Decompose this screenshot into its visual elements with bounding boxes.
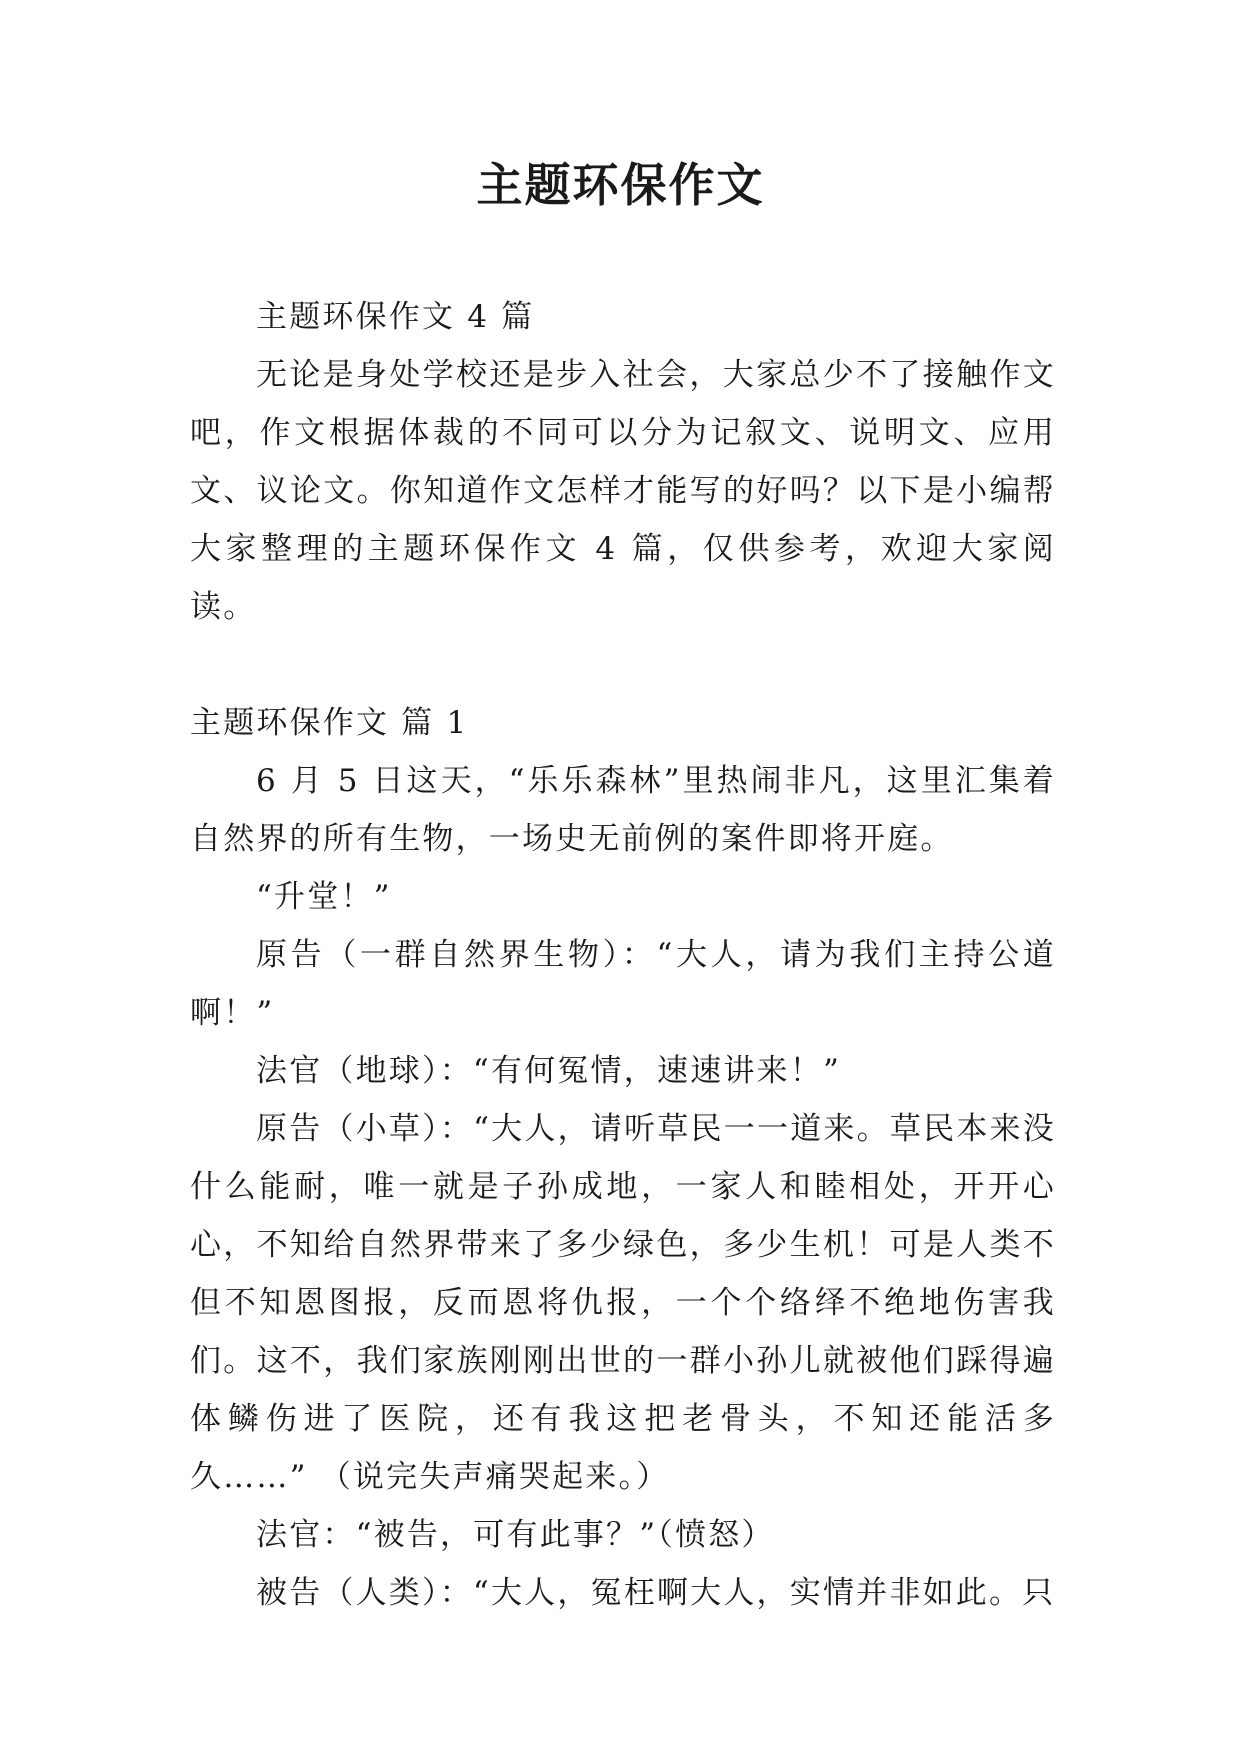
story-paragraph: 原告（小草）：“大人，请听草民一一道来。草民本来没什么能耐，唯一就是子孙成地，一家人和睦相处，开开心心，不知给自然界带来了多少绿色，多少生机！可是人类不但不知恩图报，反而恩将仇报，一个个络绎不绝地伤害我们。这不，我们家族刚刚出世的一群小孙儿就被他们踩得遍体鳞伤进了医院，还有我这把老骨头，不知还能活多久……” （说完失声痛哭起来。）	[190, 1111, 1056, 1495]
story-paragraph: 原告（一群自然界生物）：“大人，请为我们主持公道啊！”	[190, 937, 1056, 1031]
story-paragraph: 6 月 5 日这天，“乐乐森林”里热闹非凡，这里汇集着自然界的所有生物，一场史无前例的案件即将开庭。	[190, 763, 1056, 857]
section-gap	[190, 636, 1056, 694]
subtitle-line: 主题环保作文 4 篇	[256, 299, 535, 335]
intro-paragraph: 无论是身处学校还是步入社会，大家总少不了接触作文吧，作文根据体裁的不同可以分为记叙文、说明文、应用文、议论文。你知道作文怎样才能写的好吗？以下是小编帮大家整理的主题环保作文 4 篇，仅供参考，欢迎大家阅读。	[190, 357, 1056, 625]
story-paragraph: “升堂！”	[256, 879, 392, 915]
story-paragraph: 法官：“被告，可有此事？”（愤怒）	[256, 1517, 775, 1553]
document-title: 主题环保作文	[476, 158, 765, 212]
section-heading: 主题环保作文 篇 1	[190, 705, 469, 741]
document-body	[190, 288, 1056, 1622]
story-paragraph: 法官（地球）：“有何冤情，速速讲来！”	[256, 1053, 841, 1089]
story-paragraph: 被告（人类）：“大人，冤枉啊大人，实情并非如此。只	[256, 1575, 1056, 1611]
